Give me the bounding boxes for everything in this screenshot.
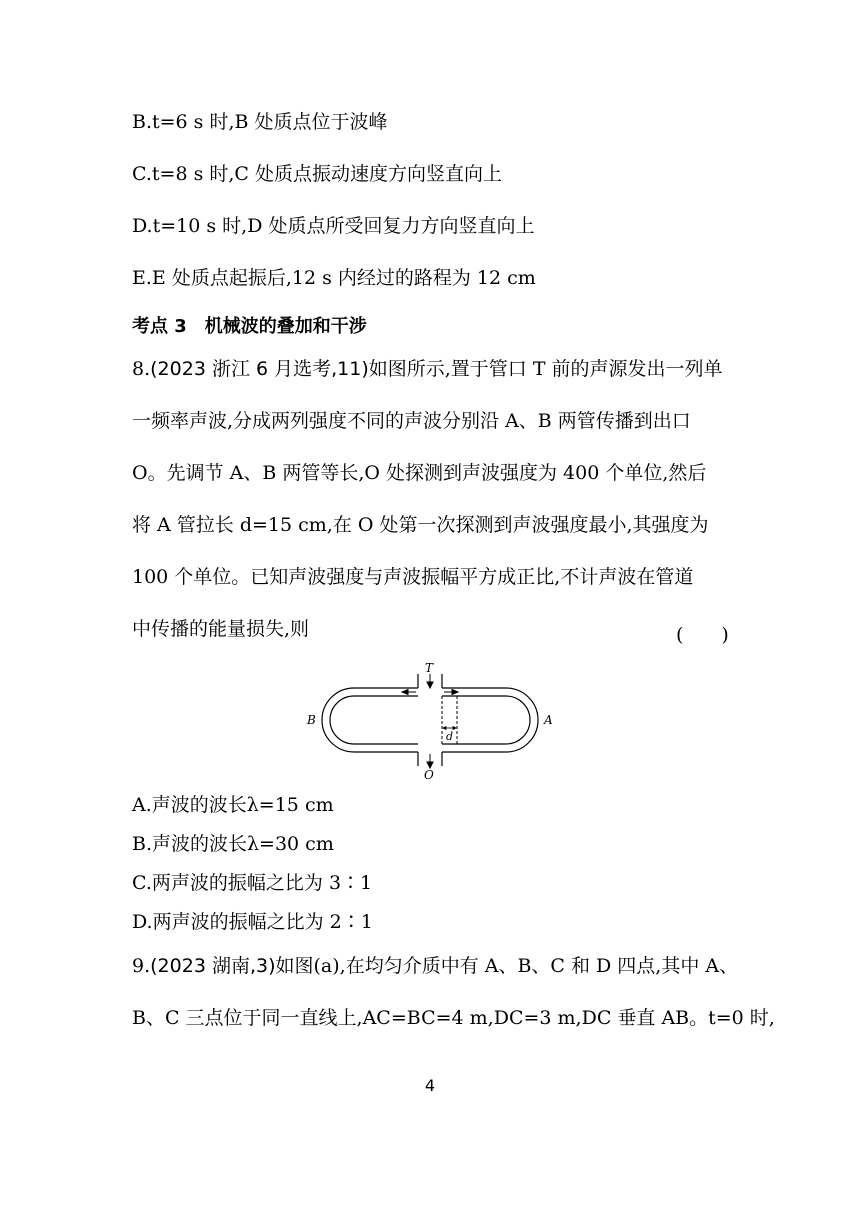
q8-line-4: 将 A 管拉长 d=15 cm,在 O 处第一次探测到声波强度最小,其强度为	[132, 514, 709, 536]
q9-number: 9.	[132, 955, 151, 977]
q8-option-b: B.声波的波长λ=30 cm	[132, 833, 334, 855]
option-c-prev: C.t=8 s 时,C 处质点振动速度方向竖直向上	[132, 163, 502, 185]
q8-source: (2023 浙江 6 月选考,11)	[150, 358, 369, 380]
q8-option-a: A.声波的波长λ=15 cm	[132, 794, 334, 816]
inner-pipe	[330, 696, 530, 744]
option-e-prev: E.E 处质点起振后,12 s 内经过的路程为 12 cm	[132, 267, 536, 289]
q8-option-c: C.两声波的振幅之比为 3∶1	[132, 872, 373, 894]
outlet-arrow	[427, 754, 433, 768]
q8-number: 8.	[132, 358, 151, 380]
section-heading: 考点 3 机械波的叠加和干涉	[132, 316, 367, 337]
q9-line-1	[132, 957, 738, 976]
label-o: O	[424, 768, 434, 780]
label-d: d	[446, 730, 454, 743]
q8-option-d: D.两声波的振幅之比为 2∶1	[132, 911, 373, 933]
q8-line-3: O。先调节 A、B 两管等长,O 处探测到声波强度为 400 个单位,然后	[132, 462, 707, 484]
q9-text-1: 如图(a),在均匀介质中有 A、B、C 和 D 四点,其中 A、	[275, 955, 739, 977]
label-t: T	[425, 661, 434, 675]
q8-text-1: 如图所示,置于管口 T 前的声源发出一列单	[368, 358, 723, 380]
option-d-prev: D.t=10 s 时,D 处质点所受回复力方向竖直向上	[132, 215, 535, 237]
q9-source: (2023 湖南,3)	[150, 955, 276, 977]
outer-pipe	[322, 688, 538, 752]
q8-line-1	[132, 360, 723, 379]
q8-line-2: 一频率声波,分成两列强度不同的声波分别沿 A、B 两管传播到出口	[132, 410, 691, 432]
answer-paren: ( )	[676, 624, 729, 646]
page-number: 4	[424, 1076, 436, 1095]
label-b: B	[307, 713, 316, 727]
q9-line-2: B、C 三点位于同一直线上,AC=BC=4 m,DC=3 m,DC 垂直 AB。t=0 时,	[132, 1007, 775, 1029]
q8-line-5: 100 个单位。已知声波强度与声波振幅平方成正比,不计声波在管道	[132, 566, 694, 588]
q8-line-6: 中传播的能量损失,则	[132, 618, 310, 640]
pipe-figure	[300, 660, 560, 780]
label-a: A	[544, 713, 553, 727]
inlet-arrow	[427, 674, 433, 688]
option-b-prev: B.t=6 s 时,B 处质点位于波峰	[132, 111, 388, 133]
flow-arrows	[402, 690, 458, 695]
